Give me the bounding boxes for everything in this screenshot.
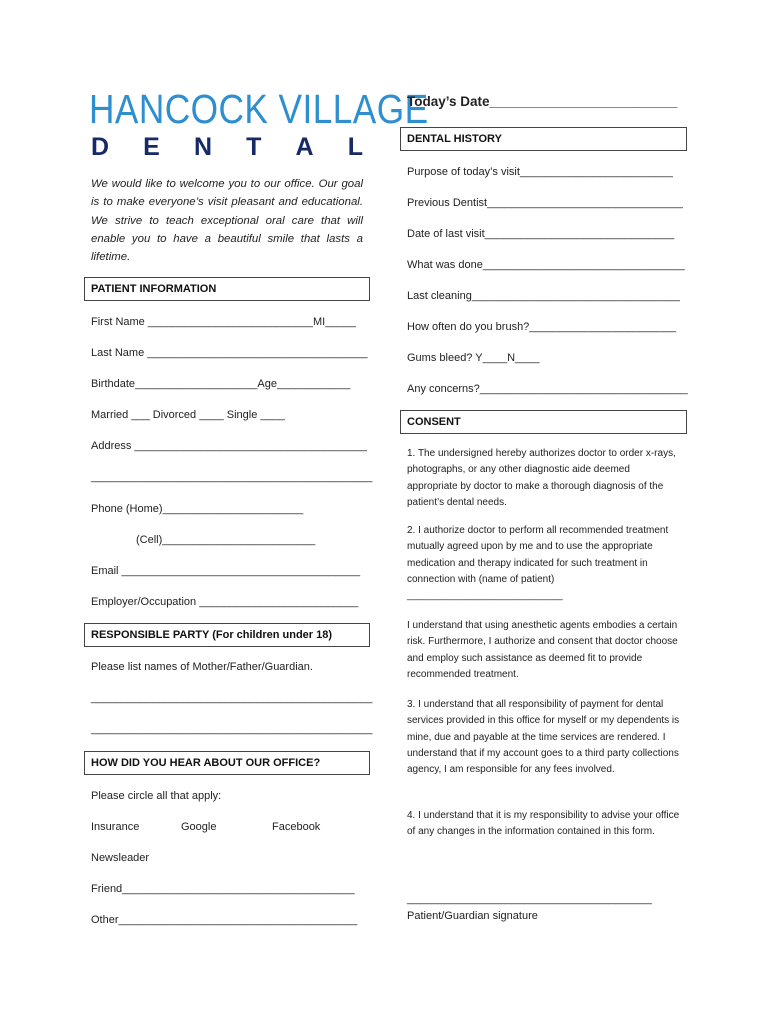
- patient-info-heading: PATIENT INFORMATION: [84, 277, 370, 301]
- guardian-line-1[interactable]: ______________________________________________: [91, 692, 373, 704]
- last-name-field[interactable]: Last Name ____________________________________: [91, 347, 368, 359]
- brushing-frequency-field[interactable]: How often do you brush?________________________: [407, 321, 677, 333]
- logo-wordmark: HANCOCK VILLAGE: [89, 86, 429, 132]
- consent-paragraph-4: 4. I understand that it is my responsibility to advise your office of any changes in the information contained in this form.: [407, 810, 680, 838]
- address-line-2[interactable]: ______________________________________________: [91, 471, 373, 483]
- marital-status-field[interactable]: Married ___ Divorced ____ Single ____: [91, 409, 285, 421]
- last-cleaning-field[interactable]: Last cleaning__________________________________: [407, 290, 680, 302]
- logo-letter: E: [143, 133, 160, 161]
- guardian-instruction: Please list names of Mother/Father/Guardian.: [91, 661, 313, 673]
- email-field[interactable]: Email _______________________________________: [91, 565, 361, 577]
- logo-letter: T: [246, 133, 262, 161]
- referral-heading: HOW DID YOU HEAR ABOUT OUR OFFICE?: [84, 751, 370, 775]
- option-insurance[interactable]: Insurance: [91, 821, 140, 833]
- option-newsleader[interactable]: Newsleader: [91, 852, 150, 864]
- first-name-field[interactable]: First Name ___________________________MI_____: [91, 316, 356, 328]
- concerns-field[interactable]: Any concerns?__________________________________: [407, 383, 688, 395]
- consent-paragraph-2: 2. I authorize doctor to perform all recommended treatment mutually agreed upon by me and to use the appropriate medication and therapy indicated for such treatment in connection with (name of patient) ____________________________: [407, 525, 669, 602]
- guardian-line-2[interactable]: ______________________________________________: [91, 723, 373, 735]
- logo-letter: N: [193, 133, 213, 161]
- logo-letter: A: [295, 133, 314, 161]
- logo-letter: D: [91, 133, 110, 161]
- consent-heading: CONSENT: [400, 410, 687, 434]
- phone-home-field[interactable]: Phone (Home)_______________________: [91, 503, 304, 515]
- referral-instruction: Please circle all that apply:: [91, 790, 222, 802]
- option-facebook[interactable]: Facebook: [272, 821, 321, 833]
- consent-paragraph-anesthetic: I understand that using anesthetic agents embodies a certain risk. Furthermore, I authorize and consent that doctor choose and employ such assistance as deemed fit to provide recommended treatment.: [407, 620, 678, 680]
- employer-field[interactable]: Employer/Occupation __________________________: [91, 596, 359, 608]
- previous-dentist-field[interactable]: Previous Dentist________________________________: [407, 197, 683, 209]
- welcome-paragraph: We would like to welcome you to our office. Our goal is to make everyone’s visit pleasant and educational. We strive to teach exceptional oral care that will enable you to have a beautiful smile that lasts a lifetime.: [91, 178, 363, 264]
- gums-bleed-field[interactable]: Gums bleed? Y____N____: [407, 352, 540, 364]
- consent-paragraph-1: 1. The undersigned hereby authorizes doctor to order x-rays, photographs, or any other diagnostic aide deemed appropriate by doctor to make a thorough diagnosis of the patient’s dental needs.: [407, 448, 676, 508]
- todays-date-field[interactable]: Today’s Date_________________________: [407, 94, 678, 109]
- signature-label: Patient/Guardian signature: [407, 910, 538, 922]
- address-field[interactable]: Address ______________________________________: [91, 440, 367, 452]
- option-other-field[interactable]: Other_______________________________________: [91, 914, 358, 926]
- purpose-of-visit-field[interactable]: Purpose of today’s visit_________________________: [407, 166, 673, 178]
- option-google[interactable]: Google: [181, 821, 217, 833]
- signature-line[interactable]: ________________________________________: [407, 893, 652, 905]
- last-visit-date-field[interactable]: Date of last visit_______________________________: [407, 228, 675, 240]
- birthdate-age-field[interactable]: Birthdate____________________Age____________: [91, 378, 351, 390]
- logo-subtitle: [91, 133, 363, 161]
- dental-history-heading: DENTAL HISTORY: [400, 127, 687, 151]
- phone-cell-field[interactable]: (Cell)_________________________: [136, 534, 316, 546]
- consent-paragraph-3: 3. I understand that all responsibility of payment for dental services provided in this office for myself or my dependents is mine, due and payable at the time services are rendered. I understand that if my account goes to a third party collections agency, I am responsible for any fees involved.: [407, 699, 680, 776]
- option-friend-field[interactable]: Friend______________________________________: [91, 883, 355, 895]
- what-was-done-field[interactable]: What was done_________________________________: [407, 259, 685, 271]
- responsible-party-heading: RESPONSIBLE PARTY (For children under 18): [84, 623, 370, 647]
- logo-letter: L: [347, 133, 363, 161]
